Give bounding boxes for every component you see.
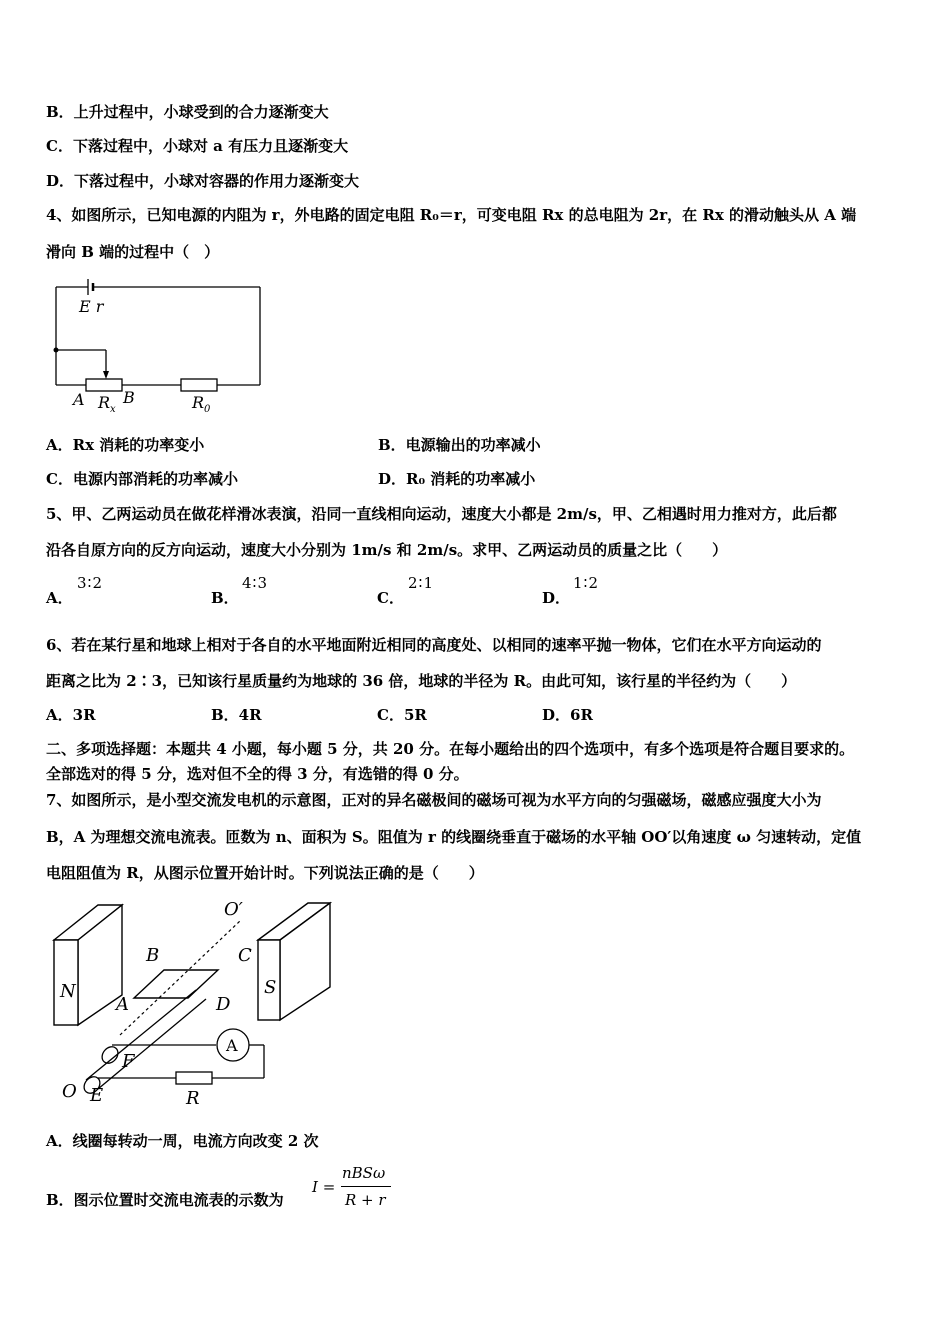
ring-e-label: E <box>90 1085 104 1106</box>
q4-option-c: C．电源内部消耗的功率减小 <box>46 470 238 488</box>
r0-label: $R_0$ <box>192 393 211 415</box>
q5-stem-line2: 沿各自原方向的反方向运动，速度大小分别为 1m/s 和 2m/s。求甲、乙两运动员的质量之比（ ） <box>46 541 728 559</box>
resistor-r-label: R <box>186 1088 200 1109</box>
q6-option-d: D．6R <box>542 706 593 724</box>
q7-stem-line2: B，A 为理想交流电流表。匝数为 n、面积为 S。阻值为 r 的线圈绕垂直于磁场的水平轴 OO′以角速度 ω 匀速转动，定值 <box>46 828 862 846</box>
q5-option-a-label: A． <box>46 589 73 607</box>
section2-heading-line2: 全部选对的得 5 分，选对但不全的得 3 分，有选错的得 0 分。 <box>46 765 469 783</box>
q5-option-d-label: D． <box>542 589 571 607</box>
q6-option-c: C．5R <box>377 706 427 724</box>
corner-a-label: A <box>116 994 129 1015</box>
formula-denominator: R + r <box>345 1191 386 1209</box>
q7-stem-line1: 7、如图所示，是小型交流发电机的示意图，正对的异名磁极间的磁场可视为水平方向的匀强磁场，磁感应强度大小为 <box>46 791 822 809</box>
q4-option-a: A．Rx 消耗的功率变小 <box>46 436 205 454</box>
q5-stem-line1: 5、甲、乙两运动员在做花样滑冰表演，沿同一直线相向运动，速度大小都是 2m/s，甲、乙相遇时用力推对方，此后都 <box>46 505 837 523</box>
ring-f-label: F <box>122 1051 135 1072</box>
q6-stem-line2: 距离之比为 2∶3，已知该行星质量约为地球的 36 倍，地球的半径为 R。由此可知，该行星的半径约为（ ） <box>46 672 797 690</box>
q4-circuit-diagram <box>46 275 276 415</box>
rx-label: $R_x$ <box>98 393 116 415</box>
q7-stem-line3: 电阻阻值为 R，从图示位置开始计时。下列说法正确的是（ ） <box>46 864 484 882</box>
axis-o-label: O <box>62 1081 77 1102</box>
q6-stem-line1: 6、若在某行星和地球上相对于各自的水平地面附近相同的高度处、以相同的速率平抛一物体，它们在水平方向运动的 <box>46 636 822 654</box>
q7-option-b-formula <box>312 1164 402 1214</box>
ammeter-label: A <box>226 1036 238 1055</box>
section2-heading-line1: 二、多项选择题：本题共 4 小题，每小题 5 分，共 20 分。在每小题给出的四个选项中，有多个选项是符合题目要求的。 <box>46 740 855 758</box>
corner-c-label: C <box>238 945 252 966</box>
q4-stem-line2: 滑向 B 端的过程中（ ） <box>46 243 220 261</box>
terminal-b-label: B <box>123 388 135 407</box>
q5-option-d-value: 1∶2 <box>573 574 599 592</box>
q5-option-b-value: 4∶3 <box>242 574 268 592</box>
q5-option-a-value: 3∶2 <box>77 574 103 592</box>
q4-option-d: D．R₀ 消耗的功率减小 <box>378 470 536 488</box>
q7-generator-diagram <box>46 895 346 1115</box>
q7-option-a: A．线圈每转动一周，电流方向改变 2 次 <box>46 1132 319 1150</box>
q5-option-c-label: C． <box>377 589 404 607</box>
corner-b-label: B <box>146 945 160 966</box>
q7-option-b-text: B．图示位置时交流电流表的示数为 <box>46 1191 284 1209</box>
q3-option-b: B．上升过程中，小球受到的合力逐渐变大 <box>46 103 329 121</box>
battery-label: E r <box>79 297 104 316</box>
formula-numerator: nBSω <box>342 1164 386 1182</box>
q3-option-d: D．下落过程中，小球对容器的作用力逐渐变大 <box>46 172 360 190</box>
axis-o-prime-label: O′ <box>224 899 243 920</box>
q3-option-c: C．下落过程中，小球对 a 有压力且逐渐变大 <box>46 137 349 155</box>
q4-option-b: B．电源输出的功率减小 <box>378 436 541 454</box>
fraction-bar <box>341 1186 391 1187</box>
terminal-a-label: A <box>73 390 85 409</box>
q4-stem-line1: 4、如图所示，已知电源的内阻为 r，外电路的固定电阻 R₀＝r，可变电阻 Rx 的总电阻为 2r，在 Rx 的滑动触头从 A 端 <box>46 206 857 224</box>
south-pole-label: S <box>264 977 277 998</box>
corner-d-label: D <box>216 994 231 1015</box>
q6-option-a: A．3R <box>46 706 96 724</box>
q5-option-b-label: B． <box>211 589 239 607</box>
q5-option-c-value: 2∶1 <box>408 574 434 592</box>
formula-lhs: I = <box>312 1178 336 1196</box>
q6-option-b: B．4R <box>211 706 262 724</box>
north-pole-label: N <box>60 981 76 1002</box>
